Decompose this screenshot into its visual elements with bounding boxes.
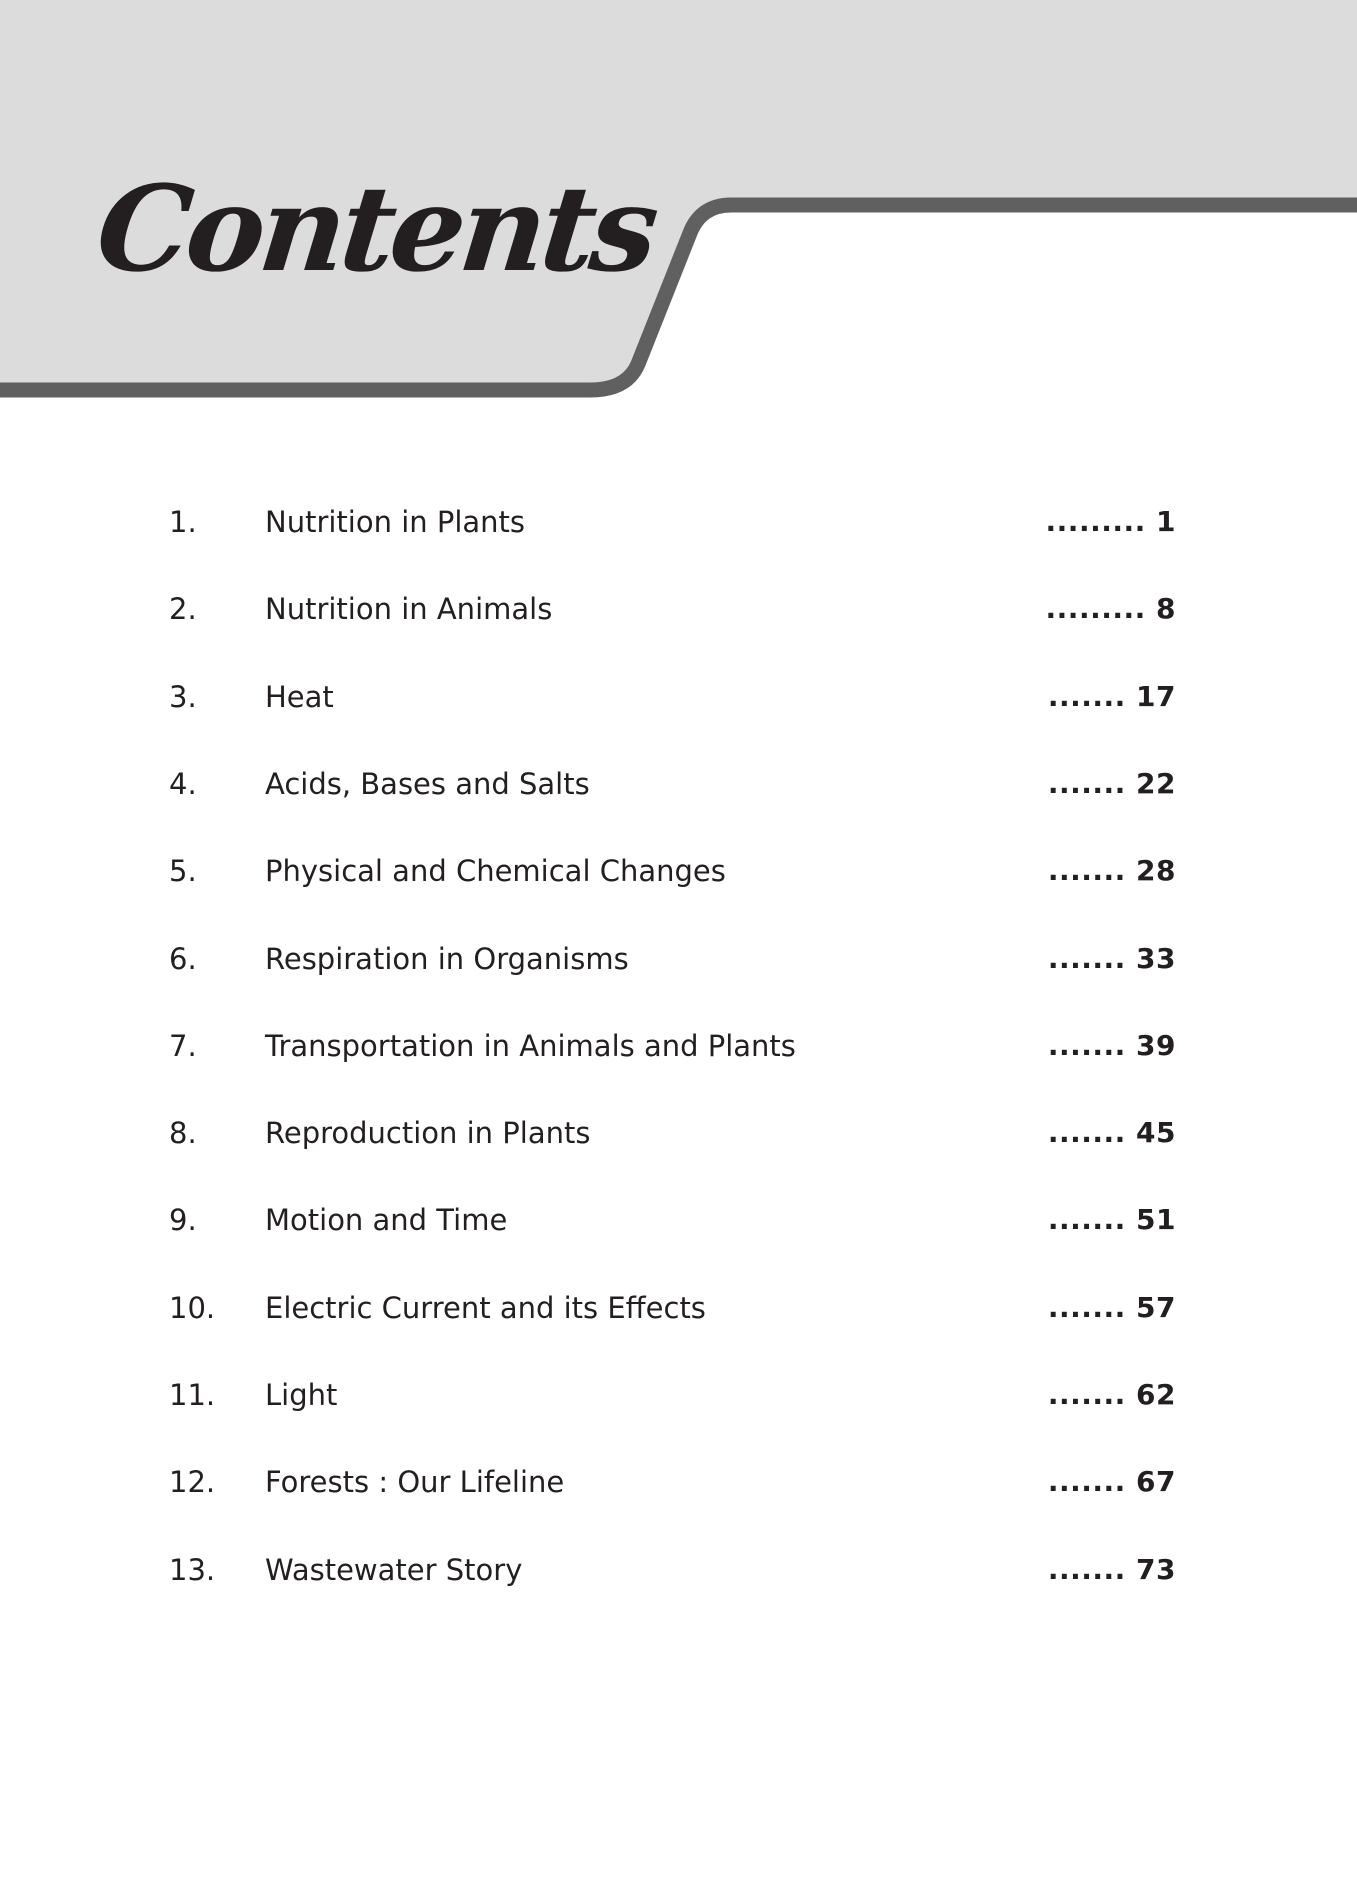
chapter-page-number: ......... 1	[1045, 505, 1176, 538]
chapter-number: 5.	[169, 854, 197, 888]
toc-entry	[0, 935, 1357, 983]
toc-entry	[0, 1196, 1357, 1244]
chapter-number: 4.	[169, 767, 197, 801]
toc-entry	[0, 585, 1357, 633]
toc-entry	[0, 1284, 1357, 1332]
chapter-page-number: ....... 73	[1047, 1553, 1176, 1586]
toc-entry	[0, 1546, 1357, 1594]
chapter-title: Motion and Time	[265, 1203, 508, 1237]
chapter-title: Respiration in Organisms	[265, 942, 629, 976]
chapter-title: Wastewater Story	[265, 1553, 523, 1587]
chapter-page-number: ......... 8	[1045, 592, 1176, 625]
toc-entry	[0, 760, 1357, 808]
toc-entry	[0, 1371, 1357, 1419]
chapter-page-number: ....... 22	[1047, 767, 1176, 800]
toc-entry	[0, 1109, 1357, 1157]
chapter-page-number: ....... 51	[1047, 1203, 1176, 1236]
toc-entry	[0, 498, 1357, 546]
chapter-title: Heat	[265, 680, 334, 714]
chapter-title: Electric Current and its Effects	[265, 1291, 706, 1325]
chapter-page-number: ....... 17	[1047, 680, 1176, 713]
chapter-number: 9.	[169, 1203, 197, 1237]
chapter-title: Acids, Bases and Salts	[265, 767, 590, 801]
chapter-page-number: ....... 45	[1047, 1116, 1176, 1149]
chapter-title: Forests : Our Lifeline	[265, 1465, 565, 1499]
chapter-number: 1.	[169, 505, 197, 539]
chapter-title: Nutrition in Animals	[265, 592, 553, 626]
chapter-number: 11.	[169, 1378, 216, 1412]
chapter-page-number: ....... 57	[1047, 1291, 1176, 1324]
chapter-number: 10.	[169, 1291, 216, 1325]
chapter-number: 2.	[169, 592, 197, 626]
chapter-number: 13.	[169, 1553, 216, 1587]
chapter-page-number: ....... 28	[1047, 854, 1176, 887]
chapter-page-number: ....... 33	[1047, 942, 1176, 975]
chapter-number: 6.	[169, 942, 197, 976]
chapter-page-number: ....... 39	[1047, 1029, 1176, 1062]
chapter-number: 8.	[169, 1116, 197, 1150]
chapter-title: Reproduction in Plants	[265, 1116, 591, 1150]
chapter-page-number: ....... 62	[1047, 1378, 1176, 1411]
chapter-number: 3.	[169, 680, 197, 714]
chapter-page-number: ....... 67	[1047, 1465, 1176, 1498]
chapter-title: Physical and Chemical Changes	[265, 854, 726, 888]
chapter-title: Transportation in Animals and Plants	[265, 1029, 796, 1063]
toc-entry	[0, 1458, 1357, 1506]
toc-entry	[0, 673, 1357, 721]
chapter-title: Light	[265, 1378, 338, 1412]
chapter-number: 12.	[169, 1465, 216, 1499]
chapter-number: 7.	[169, 1029, 197, 1063]
toc-entry	[0, 1022, 1357, 1070]
page-title: Contents	[90, 159, 661, 298]
chapter-title: Nutrition in Plants	[265, 505, 526, 539]
toc-entry	[0, 847, 1357, 895]
